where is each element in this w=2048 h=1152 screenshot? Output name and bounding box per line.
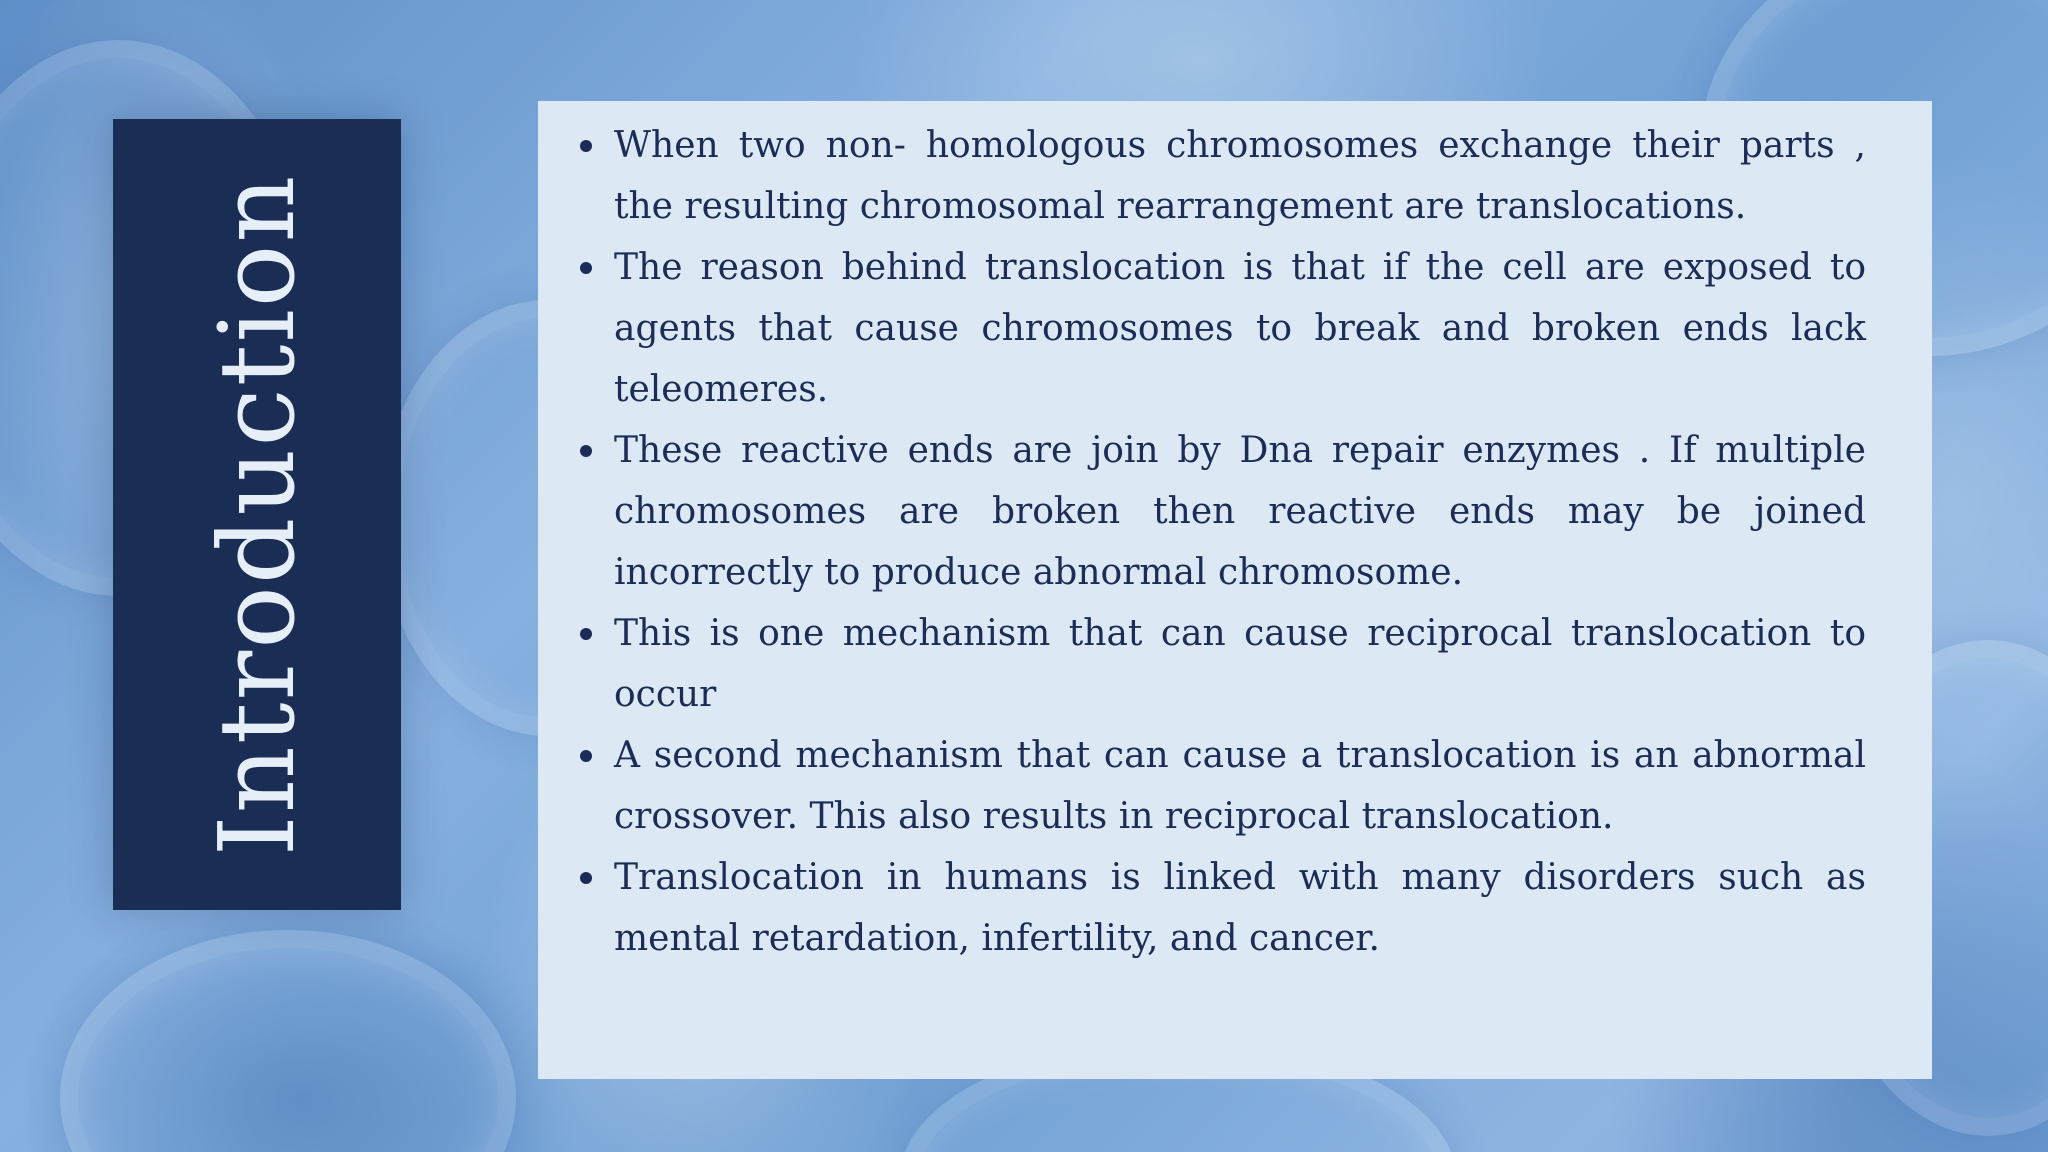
list-item [576,847,1866,969]
bullet-dot-icon [580,140,592,152]
bullet-dot-icon [580,628,592,640]
list-item [576,420,1866,603]
bullet-dot-icon [580,445,592,457]
list-item [576,603,1866,725]
list-item [576,725,1866,847]
bullet-text: A second mechanism that can cause a translocation is an abnormal crossover. This also results in reciprocal translocation. [614,735,1866,837]
bullet-text: This is one mechanism that can cause reciprocal translocation to occur [614,613,1866,715]
slide-title: Introduction [196,173,318,856]
list-item [576,237,1866,420]
bullet-text: These reactive ends are join by Dna repair enzymes . If multiple chromosomes are broken then reactive ends may be joined incorrectly to produce abnormal chromosome. [614,430,1866,593]
bullet-list [576,115,1866,969]
background-shape [60,930,516,1152]
bullet-text: When two non- homologous chromosomes exchange their parts , the resulting chromosomal rearrangement are translocations. [614,125,1866,227]
bullet-text: Translocation in humans is linked with many disorders such as mental retardation, infertility, and cancer. [614,857,1866,959]
content-box [538,101,1932,1079]
bullet-dot-icon [580,872,592,884]
bullet-text: The reason behind translocation is that if the cell are exposed to agents that cause chromosomes to break and broken ends lack teleomeres. [614,247,1866,410]
bullet-dot-icon [580,750,592,762]
list-item [576,115,1866,237]
title-panel [113,119,401,910]
bullet-dot-icon [580,262,592,274]
